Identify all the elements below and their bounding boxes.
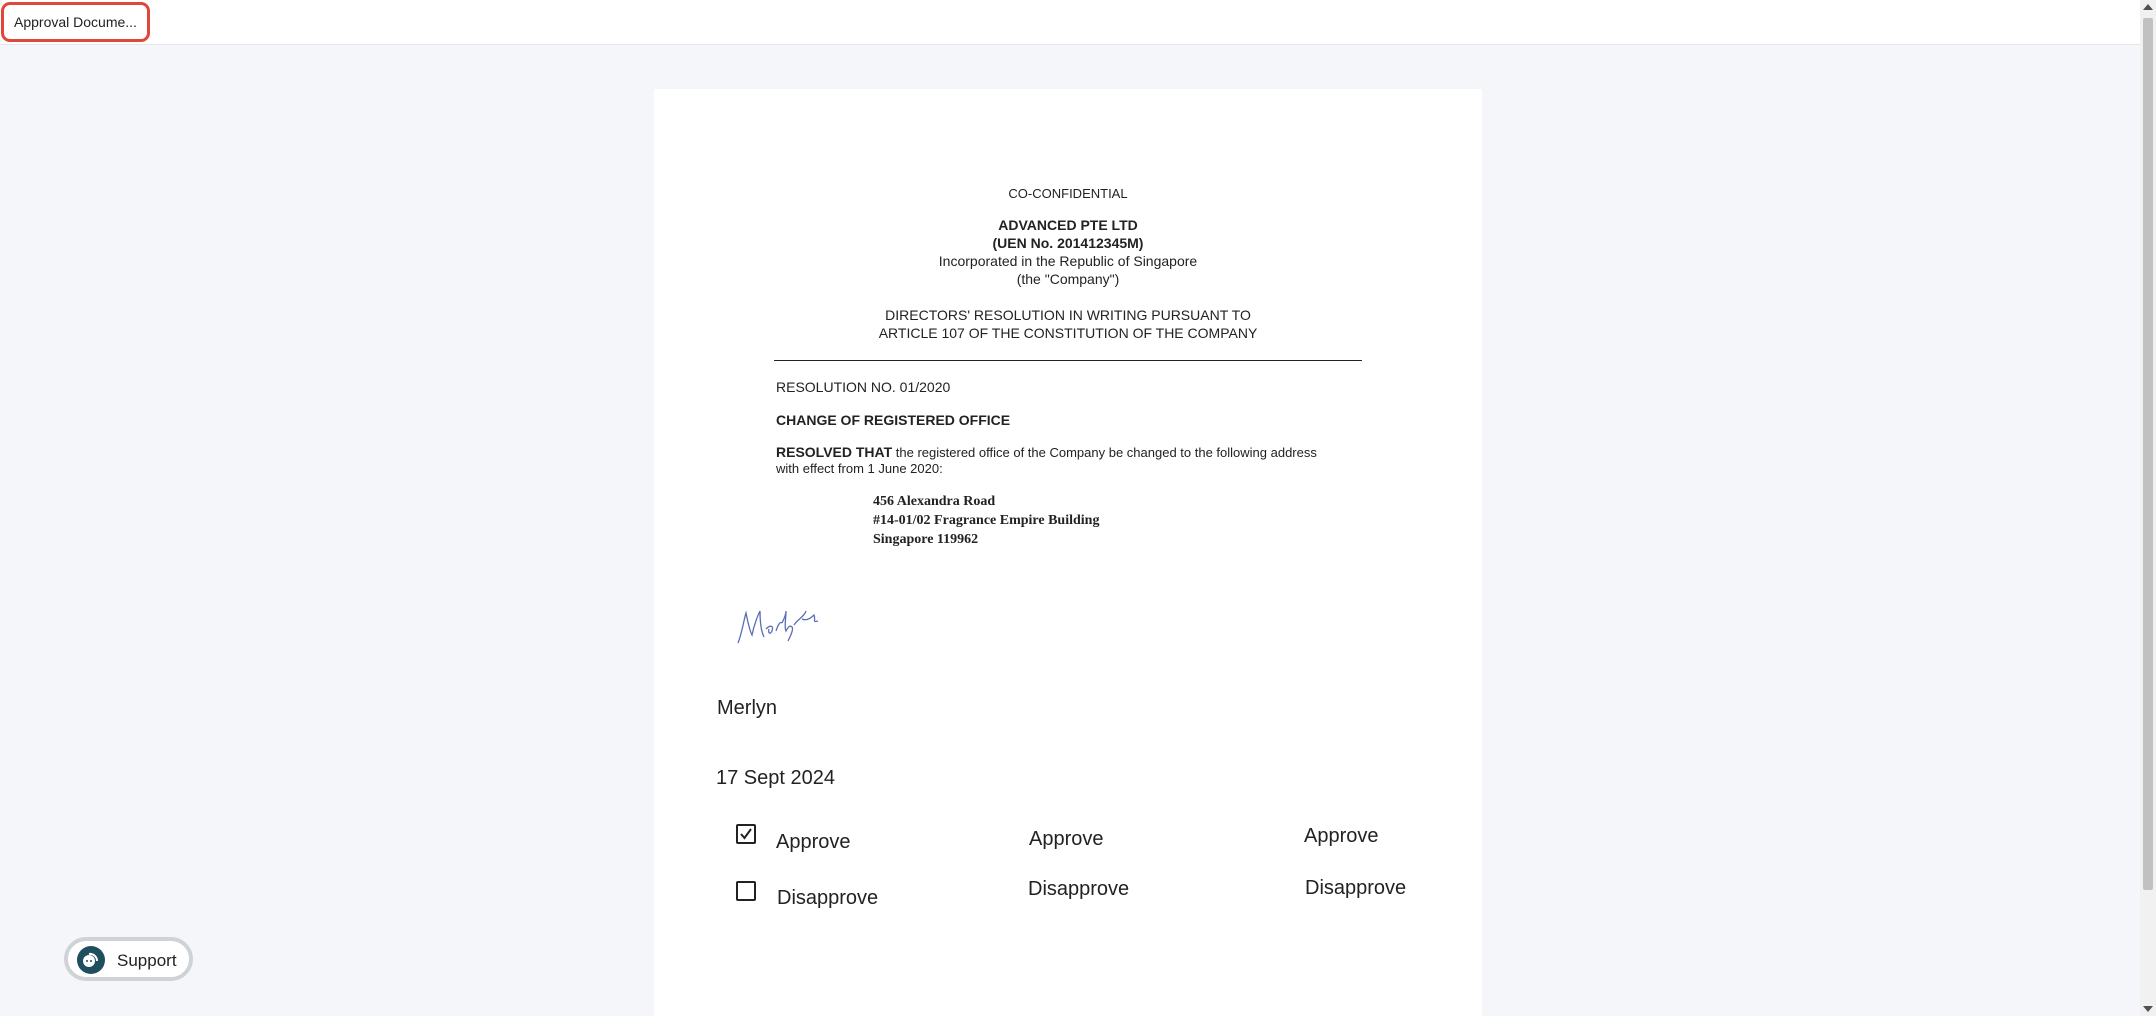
resolution-text-line2: with effect from 1 June 2020: [776,461,943,476]
divider [774,360,1362,361]
resolved-text: the registered office of the Company be changed to the following address [895,445,1317,460]
resolution-text-line1 [776,444,1317,460]
company-name: ADVANCED PTE LTD [998,217,1138,233]
resolution-title-line1: DIRECTORS' RESOLUTION IN WRITING PURSUANT TO [885,307,1251,323]
signer-date: 17 Sept 2024 [716,767,835,789]
top-bar [0,0,2140,45]
signature-image [734,597,838,651]
document-page [654,89,1482,1016]
signature-text: Merlyn [834,597,838,598]
resolution-heading: CHANGE OF REGISTERED OFFICE [776,412,1011,428]
chat-bubble-icon [77,946,105,974]
scroll-down-icon[interactable] [2143,1006,2153,1012]
approve-label-3[interactable]: Approve [1304,825,1379,847]
signer-name: Merlyn [717,697,778,719]
checkmark-icon [739,827,753,841]
support-button[interactable] [64,937,193,981]
disapprove-checkbox[interactable] [736,881,756,901]
vertical-scrollbar[interactable] [2140,0,2156,1016]
company-alias: (the "Company") [1016,271,1120,287]
disapprove-label[interactable]: Disapprove [777,887,879,909]
resolved-that-label: RESOLVED THAT [776,444,893,460]
approve-label[interactable]: Approve [776,831,851,853]
scroll-thumb[interactable] [2143,18,2153,890]
approve-label-2[interactable]: Approve [1029,828,1104,850]
resolution-number: RESOLUTION NO. 01/2020 [776,379,951,395]
approve-checkbox[interactable] [736,824,756,844]
disapprove-label-2[interactable]: Disapprove [1028,878,1130,900]
address-line1: 456 Alexandra Road [873,494,996,509]
resolution-title-line2: ARTICLE 107 OF THE CONSTITUTION OF THE COMPANY [878,325,1258,341]
document-tab[interactable]: Approval Docume... [1,2,150,42]
support-label: Support [117,951,177,970]
address-line3: Singapore 119962 [873,532,979,547]
incorporation-line: Incorporated in the Republic of Singapore [938,253,1198,269]
company-uen: (UEN No. 201412345M) [992,235,1144,251]
confidential-label: CO-CONFIDENTIAL [1008,186,1128,201]
scroll-up-icon[interactable] [2143,4,2153,10]
disapprove-label-3[interactable]: Disapprove [1305,877,1407,899]
address-line2: #14-01/02 Fragrance Empire Building [873,513,1100,528]
